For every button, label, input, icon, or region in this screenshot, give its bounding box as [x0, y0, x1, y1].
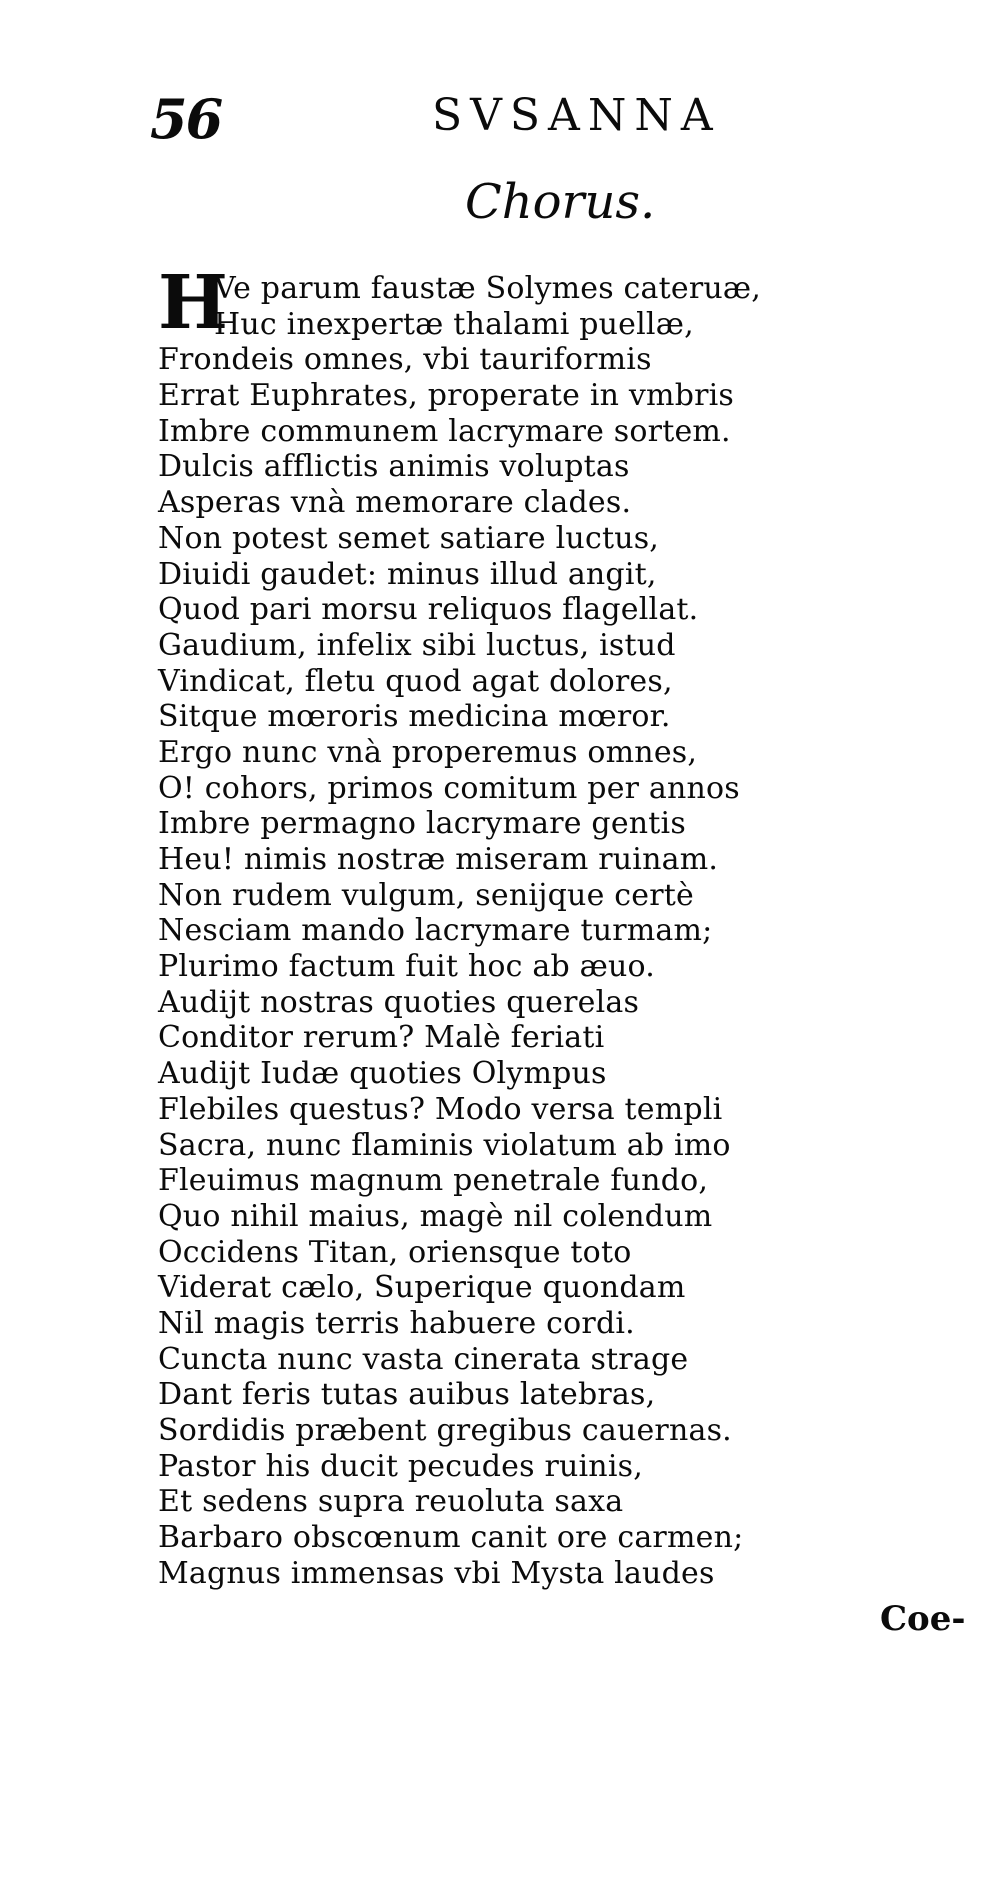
verse-line: Ergo nunc vnà properemus omnes,	[158, 734, 698, 770]
verse-line: Errat Euphrates, properate in vmbris	[158, 378, 735, 414]
page-number: 56	[150, 87, 222, 151]
poem-text	[158, 271, 798, 1591]
verse-line: Asperas vnà memorare clades.	[158, 485, 632, 521]
verse-line: Viderat cælo, Superique quondam	[158, 1270, 686, 1306]
verse-line: Nil magis terris habuere cordi.	[158, 1305, 635, 1341]
verse-line: Nesciam mando lacrymare turmam;	[158, 913, 713, 949]
verse-line: Conditor rerum? Malè feriati	[158, 1020, 605, 1056]
verse-line: Non rudem vulgum, senijque certè	[158, 877, 694, 913]
catchword: Coe-	[880, 1599, 966, 1639]
verse-line: Pastor his ducit pecudes ruinis,	[158, 1448, 643, 1484]
verse-line: Audijt nostras quoties querelas	[158, 984, 640, 1020]
verse-line: Imbre permagno lacrymare gentis	[158, 806, 686, 842]
verse-line: Magnus immensas vbi Mysta laudes	[158, 1555, 715, 1591]
verse-line: Sitque mœroris medicina mœror.	[158, 699, 671, 735]
verse-line: Fleuimus magnum penetrale fundo,	[158, 1163, 709, 1199]
verse-line: Audijt Iudæ quoties Olympus	[158, 1056, 607, 1092]
verse-line: Et sedens supra reuoluta saxa	[158, 1484, 624, 1520]
verse-line: Sacra, nunc flaminis violatum ab imo	[158, 1127, 731, 1163]
verse-line: Quod pari morsu reliquos flagellat.	[158, 592, 699, 628]
verse-line: Barbaro obscœnum canit ore carmen;	[158, 1520, 744, 1556]
verse-line: Ve parum faustæ Solymes cateruæ,	[214, 271, 762, 306]
verse-line: Frondeis omnes, vbi tauriformis	[158, 342, 652, 378]
verse-line: Non potest semet satiare luctus,	[158, 520, 660, 556]
verse-line: Imbre communem lacrymare sortem.	[158, 413, 731, 449]
verse-line: Occidens Titan, oriensque toto	[158, 1234, 632, 1270]
verse-line: Heu! nimis nostræ miseram ruinam.	[158, 842, 719, 877]
running-title: SVSANNA	[432, 90, 721, 141]
drop-cap-initial: H	[158, 260, 228, 346]
verse-line: Dulcis afflictis animis voluptas	[158, 449, 630, 485]
verse-line: Quo nihil maius, magè nil colendum	[158, 1198, 713, 1234]
verse-line: Huc inexpertæ thalami puellæ,	[214, 306, 694, 342]
verse-line: O! cohors, primos comitum per annos	[158, 770, 740, 806]
verse-line: Sordidis præbent gregibus cauernas.	[158, 1413, 732, 1448]
verse-line: Flebiles questus? Modo versa templi	[158, 1091, 723, 1127]
verse-line: Gaudium, infelix sibi luctus, istud	[158, 627, 676, 663]
section-title: Chorus.	[465, 174, 656, 230]
verse-line: Plurimo factum fuit hoc ab æuo.	[158, 949, 655, 985]
verse-line: Cuncta nunc vasta cinerata strage	[158, 1341, 689, 1377]
verse-line: Diuidi gaudet: minus illud angit,	[158, 556, 657, 592]
verse-line: Vindicat, fletu quod agat dolores,	[158, 663, 673, 699]
verse-line: Dant feris tutas auibus latebras,	[158, 1377, 656, 1413]
